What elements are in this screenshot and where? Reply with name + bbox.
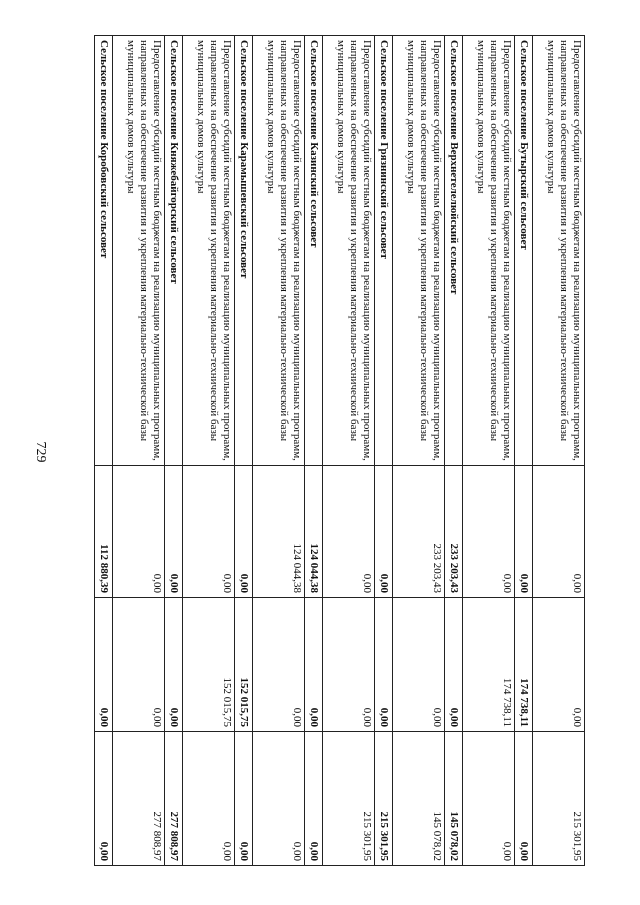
row-value-1: 0,00 <box>375 466 393 598</box>
row-value-1: 112 880,39 <box>95 466 113 598</box>
row-value-2: 0,00 <box>323 598 375 732</box>
row-value-1: 0,00 <box>235 466 253 598</box>
table-row <box>463 36 515 866</box>
row-value-2: 0,00 <box>113 598 165 732</box>
row-value-3: 0,00 <box>253 732 305 866</box>
rotated-table-container <box>95 35 585 865</box>
row-value-3: 0,00 <box>463 732 515 866</box>
row-value-1: 124 044,38 <box>253 466 305 598</box>
row-name: Сельское поселение Карамышевский сельсовет <box>235 36 253 466</box>
row-value-2: 174 738,11 <box>463 598 515 732</box>
row-value-2: 0,00 <box>165 598 183 732</box>
row-value-1: 124 044,38 <box>305 466 323 598</box>
row-value-2: 0,00 <box>253 598 305 732</box>
row-value-3: 215 301,95 <box>323 732 375 866</box>
row-value-2: 174 738,11 <box>515 598 533 732</box>
table-row <box>183 36 235 866</box>
row-value-3: 145 078,02 <box>393 732 445 866</box>
table-row <box>253 36 305 866</box>
row-name: Сельское поселение Казинский сельсовет <box>305 36 323 466</box>
row-value-1: 0,00 <box>165 466 183 598</box>
row-value-3: 277 808,97 <box>113 732 165 866</box>
table-row <box>323 36 375 866</box>
row-name: Предоставление субсидий местным бюджетам на реализацию муниципальных программ, направленных на обеспечение развития и укрепления материально-технической базы муниципальных домов культуры <box>253 36 305 466</box>
row-value-2: 152 015,75 <box>183 598 235 732</box>
row-value-2: 152 015,75 <box>235 598 253 732</box>
table-row <box>235 36 253 866</box>
row-name: Предоставление субсидий местным бюджетам на реализацию муниципальных программ, направленных на обеспечение развития и укрепления материально-технической базы муниципальных домов культуры <box>533 36 585 466</box>
table-row <box>445 36 463 866</box>
row-value-1: 0,00 <box>463 466 515 598</box>
row-value-3: 145 078,02 <box>445 732 463 866</box>
row-name: Предоставление субсидий местным бюджетам на реализацию муниципальных программ, направленных на обеспечение развития и укрепления материально-технической базы муниципальных домов культуры <box>393 36 445 466</box>
row-value-3: 215 301,95 <box>533 732 585 866</box>
row-name: Предоставление субсидий местным бюджетам на реализацию муниципальных программ, направленных на обеспечение развития и укрепления материально-технической базы муниципальных домов культуры <box>183 36 235 466</box>
row-value-3: 0,00 <box>183 732 235 866</box>
row-name: Предоставление субсидий местным бюджетам на реализацию муниципальных программ, направленных на обеспечение развития и укрепления материально-технической базы муниципальных домов культуры <box>463 36 515 466</box>
row-value-1: 0,00 <box>515 466 533 598</box>
row-name: Сельское поселение Бутырский сельсовет <box>515 36 533 466</box>
row-value-2: 0,00 <box>533 598 585 732</box>
row-value-2: 0,00 <box>375 598 393 732</box>
row-name: Предоставление субсидий местным бюджетам на реализацию муниципальных программ, направленных на обеспечение развития и укрепления материально-технической базы муниципальных домов культуры <box>323 36 375 466</box>
row-name: Сельское поселение Княжебайгорский сельсовет <box>165 36 183 466</box>
table-row <box>165 36 183 866</box>
table-row <box>305 36 323 866</box>
row-name: Сельское поселение Верхнетелелюйский сельсовет <box>445 36 463 466</box>
row-value-2: 0,00 <box>393 598 445 732</box>
row-value-1: 0,00 <box>323 466 375 598</box>
table-row <box>95 36 113 866</box>
row-value-3: 0,00 <box>305 732 323 866</box>
page-number: 729 <box>33 441 48 463</box>
row-value-2: 0,00 <box>95 598 113 732</box>
table-row <box>515 36 533 866</box>
row-value-1: 0,00 <box>533 466 585 598</box>
table-row <box>113 36 165 866</box>
budget-table <box>94 35 585 866</box>
row-value-1: 233 203,43 <box>445 466 463 598</box>
row-name: Сельское поселение Коробовский сельсовет <box>95 36 113 466</box>
table-row <box>375 36 393 866</box>
row-value-3: 0,00 <box>95 732 113 866</box>
table-row <box>393 36 445 866</box>
row-value-1: 0,00 <box>183 466 235 598</box>
row-value-1: 233 203,43 <box>393 466 445 598</box>
row-value-3: 0,00 <box>235 732 253 866</box>
row-value-3: 277 808,97 <box>165 732 183 866</box>
table-row <box>533 36 585 866</box>
row-name: Предоставление субсидий местным бюджетам на реализацию муниципальных программ, направленных на обеспечение развития и укрепления материально-технической базы муниципальных домов культуры <box>113 36 165 466</box>
row-value-1: 0,00 <box>113 466 165 598</box>
row-name: Сельское поселение Грязнинский сельсовет <box>375 36 393 466</box>
row-value-3: 215 301,95 <box>375 732 393 866</box>
row-value-2: 0,00 <box>445 598 463 732</box>
row-value-3: 0,00 <box>515 732 533 866</box>
row-value-2: 0,00 <box>305 598 323 732</box>
